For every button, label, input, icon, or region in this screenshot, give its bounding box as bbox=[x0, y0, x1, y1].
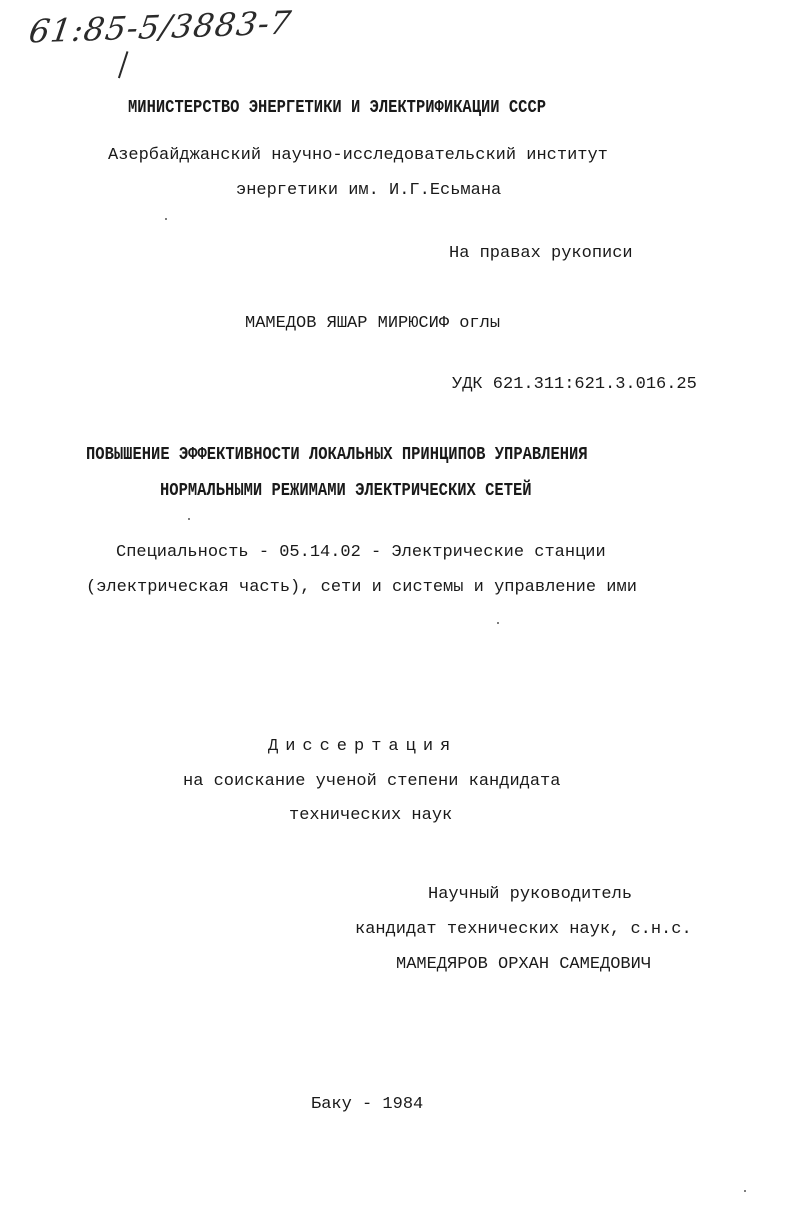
title-line2: НОРМАЛЬНЫМИ РЕЖИМАМИ ЭЛЕКТРИЧЕСКИХ СЕТЕЙ bbox=[160, 481, 532, 501]
dissertation-label: Диссертация bbox=[268, 737, 458, 756]
manuscript-rights: На правах рукописи bbox=[449, 244, 633, 263]
degree-line1: на соискание ученой степени кандидата bbox=[183, 772, 561, 791]
handwritten-stroke bbox=[118, 51, 136, 81]
institute-name-line2: энергетики им. И.Г.Есьмана bbox=[236, 181, 502, 200]
speck bbox=[188, 518, 190, 520]
city-year: Баку - 1984 bbox=[311, 1095, 424, 1114]
specialty-line2: (электрическая часть), сети и системы и управление ими bbox=[86, 578, 637, 597]
speck bbox=[497, 622, 499, 624]
specialty-line1: Специальность - 05.14.02 - Электрические станции bbox=[116, 543, 606, 562]
supervisor-title: кандидат технических наук, с.н.с. bbox=[355, 920, 692, 939]
speck bbox=[744, 1190, 746, 1192]
supervisor-label: Научный руководитель bbox=[428, 885, 633, 904]
handwritten-archive-mark: 61:85-5/3883-7 bbox=[26, 3, 295, 51]
title-line1: ПОВЫШЕНИЕ ЭФФЕКТИВНОСТИ ЛОКАЛЬНЫХ ПРИНЦИПОВ УПРАВЛЕНИЯ bbox=[86, 445, 588, 465]
supervisor-name: МАМЕДЯРОВ ОРХАН САМЕДОВИЧ bbox=[396, 955, 652, 974]
degree-line2: технических наук bbox=[289, 806, 453, 825]
author-name: МАМЕДОВ ЯШАР МИРЮСИФ оглы bbox=[245, 314, 501, 333]
institute-name-line1: Азербайджанский научно-исследовательский институт bbox=[108, 146, 608, 165]
ministry-header: МИНИСТЕРСТВО ЭНЕРГЕТИКИ И ЭЛЕКТРИФИКАЦИИ СССР bbox=[128, 98, 547, 118]
udc-code: УДК 621.311:621.3.016.25 bbox=[452, 375, 697, 394]
speck bbox=[165, 218, 167, 220]
